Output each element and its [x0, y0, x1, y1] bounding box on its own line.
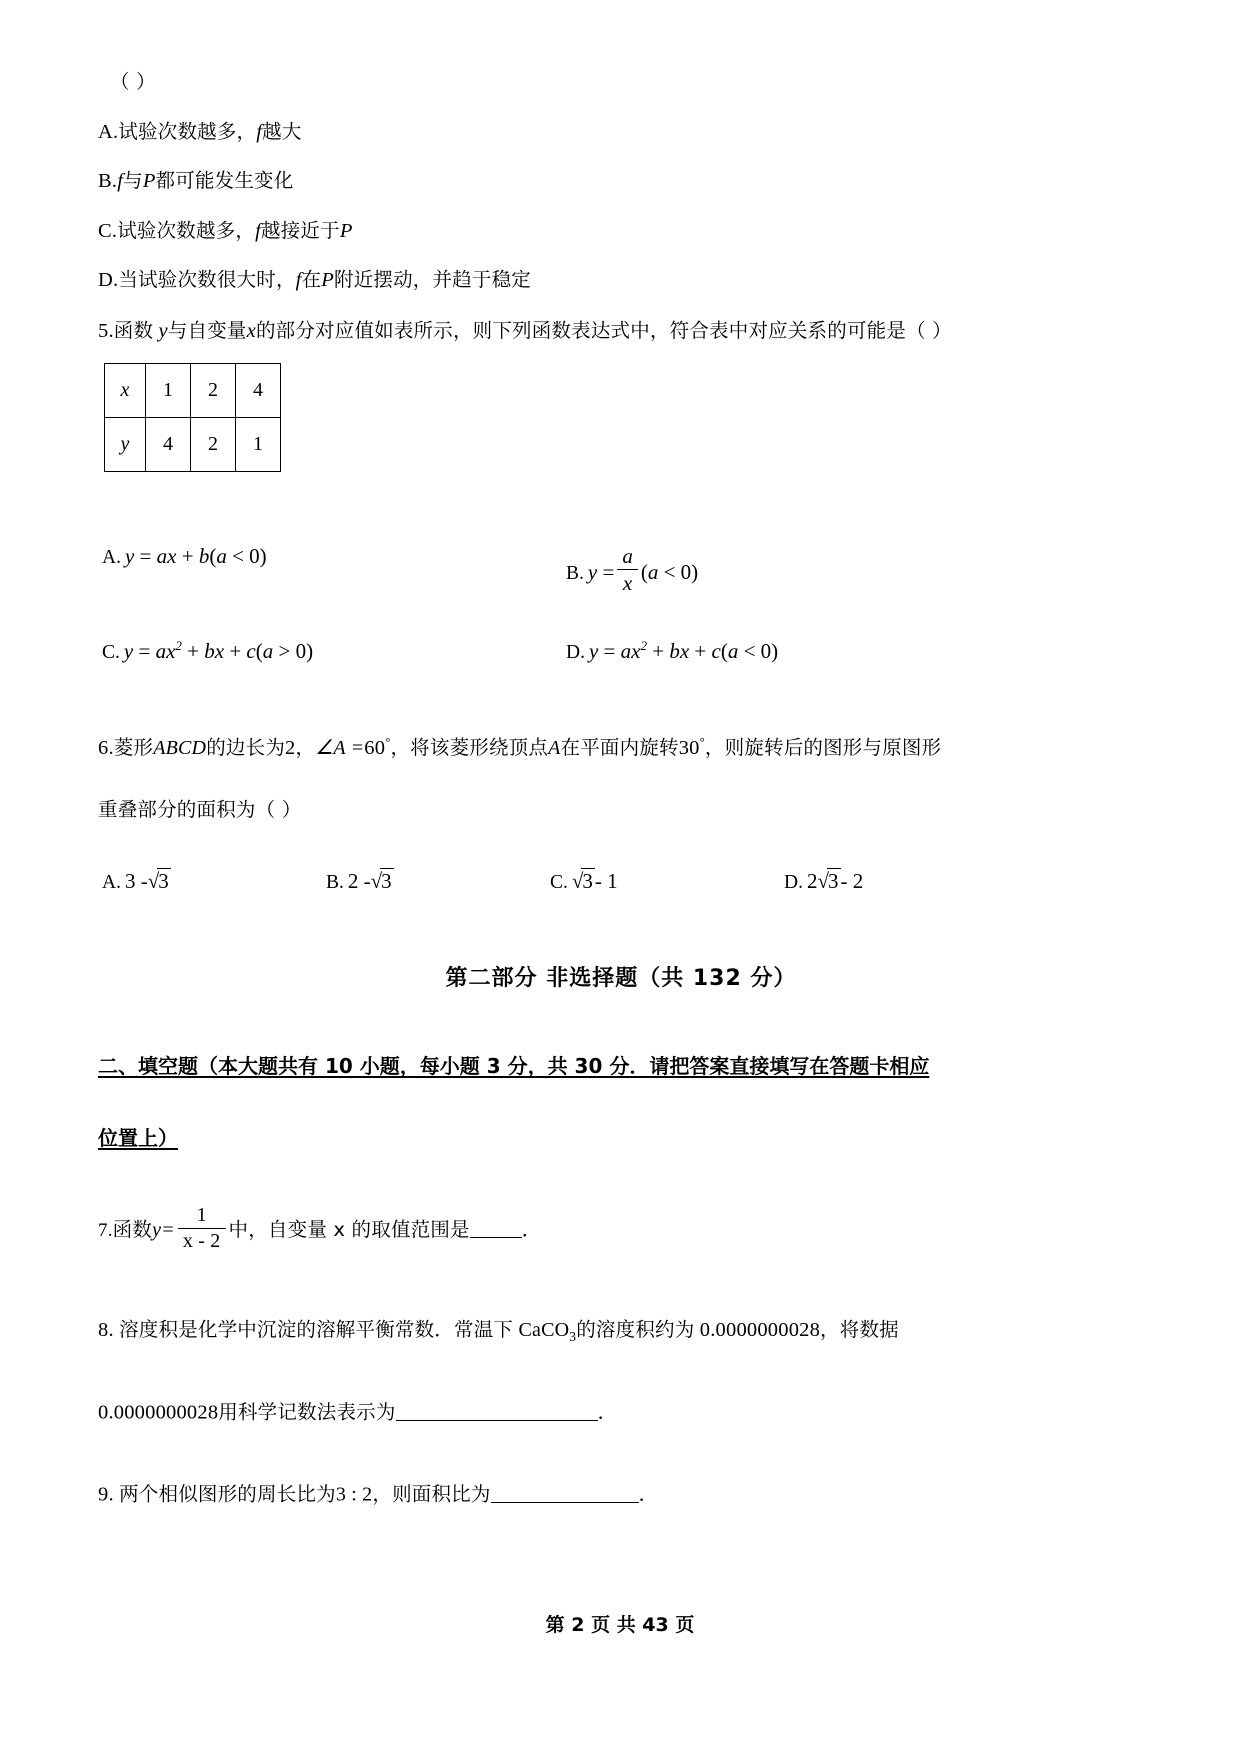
question6-text-5: 在平面内旋转 [560, 735, 679, 759]
question7-answer-blank[interactable] [470, 1216, 522, 1238]
question7-expression [152, 1203, 228, 1252]
question6-option-label-d: D. [784, 871, 803, 893]
question6-option-label-b: B. [326, 871, 344, 893]
page-footer: 第 2 页 共 43 页 [545, 1614, 695, 1636]
q6c-post: - 1 [594, 868, 618, 893]
question6-option-c [550, 869, 618, 894]
question8-line1 [98, 1317, 1144, 1344]
option-a-text-2: 越大 [262, 119, 302, 143]
option-b-var-p: P [142, 170, 156, 192]
question6-text-7: 重叠部分的面积为 [98, 798, 256, 822]
table-cell-x2: 2 [191, 364, 236, 418]
question4-option-c [98, 218, 1144, 242]
question9-ratio: 3 : 2 [335, 1483, 373, 1506]
question6-option-b-expr [348, 869, 394, 893]
question9-text-3: ． [638, 1482, 659, 1506]
table-header-y: y [105, 418, 146, 472]
question6-rotation-degree-icon: ° [699, 735, 705, 749]
question5-option-b-expr: y = $\frac{a}{x}$ (a < 0) [587, 544, 699, 596]
table-row-y [105, 418, 281, 472]
question8-text-4: 用科学记数法表示为 [218, 1400, 396, 1424]
question6-text-6: ，则旋转后的图形与原图形 [704, 735, 942, 759]
question5-option-d [566, 638, 778, 664]
question6-side-length: 2 [285, 736, 296, 759]
question9-answer-blank[interactable] [491, 1481, 639, 1503]
question5-answer-paren: （ ） [906, 318, 952, 342]
table-cell-x1: 1 [146, 364, 191, 418]
question8-value-inline: 0.0000000028 [699, 1318, 821, 1341]
option-b-var-f: f [117, 170, 124, 192]
option-d-var-f: f [295, 269, 302, 291]
question5-value-table [104, 363, 281, 472]
table-header-x: x [105, 364, 146, 418]
q6a-radicand: 3 [158, 868, 169, 893]
question5-option-c [102, 638, 313, 664]
sqrt-icon-d: √3 [817, 868, 839, 893]
question5-stem [98, 318, 1144, 342]
question9-text-1: 两个相似图形的周长比为 [119, 1482, 336, 1506]
question8-text-5: ． [597, 1400, 618, 1424]
question4-option-d [98, 270, 1144, 291]
question6-option-a-expr [125, 869, 171, 893]
option-d-text-2: 在 [301, 268, 322, 291]
question5-option-d-expr: $y = ax^2$ + bx + c(a < 0) [588, 638, 779, 663]
question9 [98, 1481, 1144, 1505]
question5-text-2: 与自变量 [167, 318, 247, 342]
question6-answer-paren: （ ） [255, 798, 302, 822]
question7-var-y: y= [152, 1218, 175, 1241]
option-d-text-3: 附近摆动，并趋于稳定 [334, 268, 532, 291]
question5-option-b [566, 544, 698, 595]
question6-option-c-expr [572, 869, 618, 893]
option-c-text-1: 试验次数越多， [117, 218, 256, 242]
option-c-var-p: P [339, 219, 353, 242]
question7-numerator: 1 [178, 1204, 226, 1229]
question7-denominator: x - 2 [182, 1229, 221, 1252]
question7-text-1: 函数 [112, 1217, 153, 1241]
q6b-pre: 2 - [347, 868, 371, 893]
question4-option-a [98, 119, 1144, 143]
question8-text-3: ，将数据 [820, 1317, 899, 1341]
question5-text-3: 的部分对应值如表所示，则下列函数表达式中，符合表中对应关系的可能是 [255, 318, 907, 342]
table-cell-y3: 1 [236, 418, 281, 472]
question6-stem-line1 [98, 736, 1144, 758]
q6d-post: - 2 [840, 868, 864, 893]
option-a-var-f: f [256, 120, 263, 143]
question5-text-1: 函数 [113, 318, 154, 342]
question9-number: 9. [98, 1483, 114, 1506]
question6-angle-value: 60 [364, 736, 386, 759]
question5-number: 5. [98, 319, 114, 342]
question7-text-3: ． [521, 1217, 542, 1241]
question4-answer-paren: （ ） [110, 70, 156, 93]
question6-option-d-expr [807, 869, 863, 893]
question6-rotation-value: 30 [678, 736, 700, 759]
question7-number: 7. [98, 1219, 113, 1241]
sqrt-icon-a: √3 [147, 868, 169, 893]
table-cell-x3: 4 [236, 364, 281, 418]
question8-line2 [98, 1399, 1144, 1423]
question5-option-a [102, 544, 267, 569]
q6d-pre: 2 [806, 868, 818, 893]
section-two-heading-line1: 二、填空题（本大题共有 10 小题，每小题 3 分，共 30 分．请把答案直接填写在答题卡相应 [98, 1053, 930, 1078]
q6b-radicand: 3 [381, 868, 392, 893]
option-d-text-1: 当试验次数很大时， [118, 268, 296, 291]
table-cell-y1: 4 [146, 418, 191, 472]
table-row-x [105, 364, 281, 418]
question4-option-b [98, 171, 1144, 192]
question8-formula-caco3: CaCO [518, 1318, 570, 1341]
q6c-radicand: 3 [582, 868, 593, 893]
table-cell-y2: 2 [191, 418, 236, 472]
question5-options-row2 [98, 628, 1144, 684]
question8-text-2: 的溶度积约为 [576, 1317, 695, 1341]
option-a-text-1: 试验次数越多， [118, 119, 257, 143]
question6-angle-label: ∠A = [315, 736, 365, 759]
page-content [98, 72, 1144, 1505]
question5-var-x: x [246, 319, 256, 342]
question5-option-label-d: D. [566, 642, 585, 663]
question6-vertex-a: A [548, 736, 561, 759]
q6d-radicand: 3 [828, 868, 839, 893]
option-c-text-2: 越接近于 [261, 218, 340, 242]
question5-var-y: y [158, 319, 168, 342]
question7-text-2: 中，自变量 x 的取值范围是 [228, 1217, 470, 1241]
option-c-var-f: f [255, 219, 262, 242]
sqrt-icon-c: √3 [571, 868, 593, 893]
question8-answer-blank[interactable] [396, 1399, 598, 1421]
question5-option-label-b: B. [566, 563, 584, 585]
question9-text-2: ，则面积比为 [372, 1482, 491, 1506]
question6-shape-abcd: ABCD [153, 736, 207, 759]
question7 [98, 1204, 1144, 1256]
sqrt-icon-b: √3 [370, 868, 392, 893]
question8-value-line2: 0.0000000028 [98, 1401, 219, 1424]
option-b-text-2: 都可能发生变化 [155, 169, 294, 192]
question6-option-label-c: C. [550, 871, 568, 893]
question8-formula-subscript: 3 [569, 1328, 577, 1344]
question5-option-label-c: C. [102, 642, 120, 663]
question6-options-row [98, 855, 1144, 899]
option-label-b: B. [98, 170, 118, 192]
question6-option-d [784, 869, 863, 894]
part-two-heading: 第二部分 非选择题（共 132 分） [445, 965, 797, 991]
section-two-heading-line2: 位置上） [98, 1125, 178, 1150]
question6-text-1: 菱形 [113, 735, 154, 759]
question5-option-a-expr: y = ax + b(a < 0) [124, 544, 267, 568]
question5-options-row1 [98, 530, 1144, 596]
option-label-a: A. [98, 120, 119, 143]
question6-text-3: ， [295, 735, 316, 759]
question6-text-4: ，将该菱形绕顶点 [390, 735, 549, 759]
option-d-var-p: P [321, 269, 334, 291]
question8-text-1: 溶度积是化学中沉淀的溶解平衡常数．常温下 [119, 1317, 514, 1341]
q6a-pre: 3 - [124, 868, 148, 893]
question6-number: 6. [98, 736, 114, 759]
option-b-text-1: 与 [123, 169, 143, 192]
question6-stem-line2 [98, 800, 1144, 821]
question8-number: 8. [98, 1318, 114, 1341]
question5-option-c-expr: $y = ax^2$ + bx + c(a > 0) [123, 638, 314, 663]
question6-angle-degree-icon: ° [385, 735, 391, 749]
question6-text-2: 的边长为 [206, 735, 286, 759]
question5-option-label-a: A. [102, 547, 121, 568]
option-label-c: C. [98, 219, 118, 242]
option-label-d: D. [98, 269, 119, 291]
question6-option-b [326, 869, 394, 894]
question6-option-label-a: A. [102, 871, 121, 893]
question6-option-a [102, 869, 171, 894]
